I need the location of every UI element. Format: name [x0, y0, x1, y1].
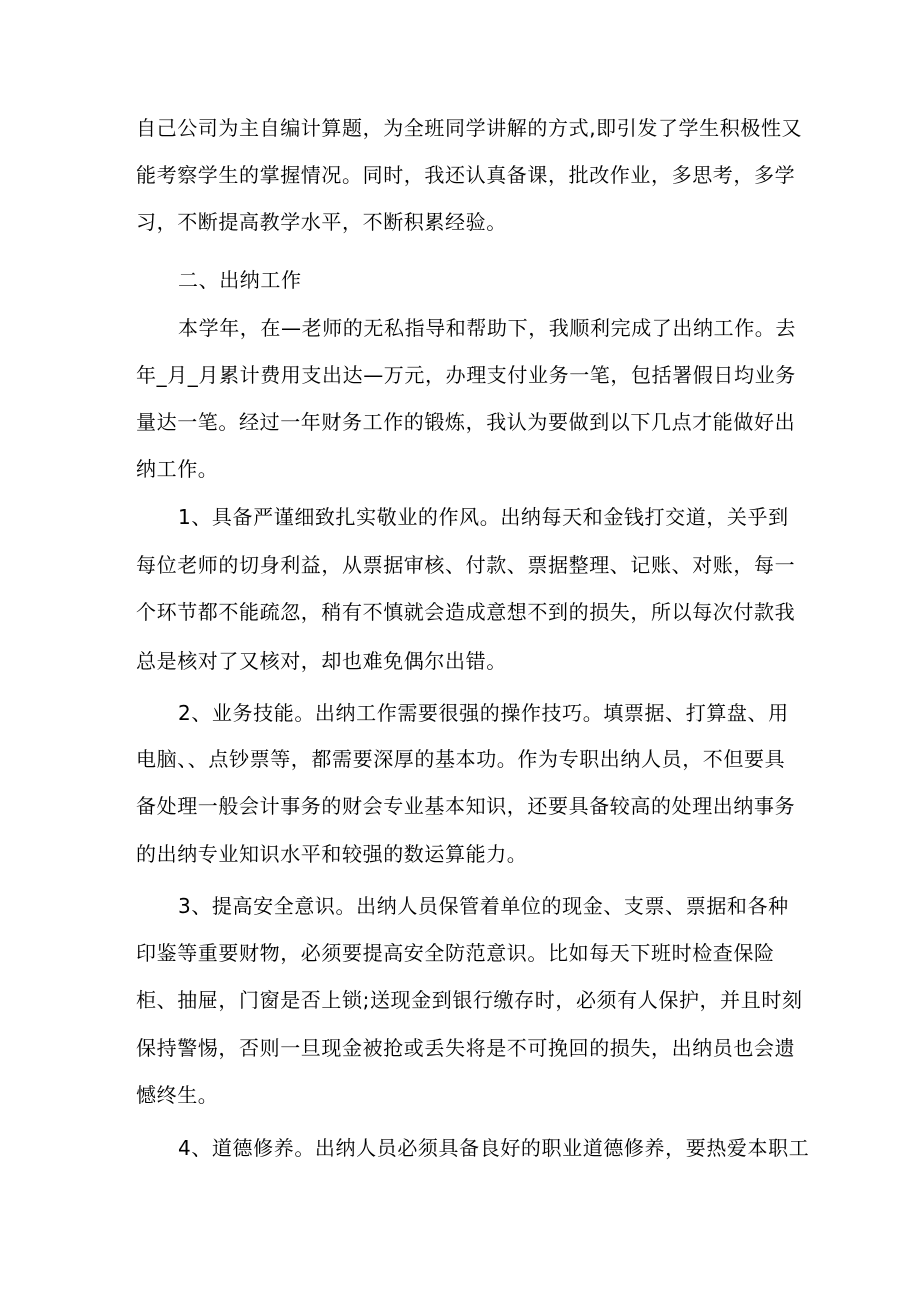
text-line: 的出纳专业知识水平和较强的数运算能力。 — [136, 842, 528, 866]
text-line: 憾终生。 — [136, 1083, 219, 1107]
text-line: 量达一笔。经过一年财务工作的锻炼，我认为要做到以下几点才能做好出 — [136, 410, 796, 434]
text-line: 1、具备严谨细致扎实敬业的作风。出纳每天和金钱打交道，关乎到 — [178, 505, 789, 529]
text-line: 年_月_月累计费用支出达—万元，办理支付业务一笔，包括署假日均业务 — [136, 363, 796, 387]
text-line: 自己公司为主自编计算题，为全班同学讲解的方式,即引发了学生积极性又 — [136, 116, 803, 140]
text-line: 印鉴等重要财物，必须要提高安全防范意识。比如每天下班时检查保险 — [136, 941, 775, 965]
text-line: 每位老师的切身利益，从票据审核、付款、票据整理、记账、对账，每一 — [136, 553, 796, 577]
text-line: 保持警惕，否则一旦现金被抢或丢失将是不可挽回的损失，出纳员也会遗 — [136, 1036, 796, 1060]
text-line: 习，不断提高教学水平，不断积累经验。 — [136, 210, 507, 234]
text-line: 2、业务技能。出纳工作需要很强的操作技巧。填票据、打算盘、用 — [178, 701, 789, 725]
text-line: 能考察学生的掌握情况。同时，我还认真备课，批改作业，多思考，多学 — [136, 163, 796, 187]
section-heading: 二、出纳工作 — [178, 268, 302, 292]
text-line: 备处理一般会计事务的财会专业基本知识，还要具备较高的处理出纳事务 — [136, 794, 796, 818]
text-line: 电脑、、点钞票等，都需要深厚的基本功。作为专职出纳人员，不但要具 — [136, 747, 786, 771]
text-line: 4、道德修养。出纳人员必须具备良好的职业道德修养，要热爱本职工 — [178, 1136, 810, 1160]
text-line: 3、提高安全意识。出纳人员保管着单位的现金、支票、票据和各种 — [178, 894, 789, 918]
text-line: 总是核对了又核对，却也难免偶尔出错。 — [136, 649, 507, 673]
text-line: 柜、抽屉，门窗是否上锁;送现金到银行缴存时，必须有人保护，并且时刻 — [136, 988, 803, 1012]
text-line: 本学年，在—老师的无私指导和帮助下，我顺利完成了出纳工作。去 — [178, 316, 796, 340]
text-line: 个环节都不能疏忽，稍有不慎就会造成意想不到的损失，所以每次付款我 — [136, 600, 796, 624]
text-line: 纳工作。 — [136, 457, 219, 481]
